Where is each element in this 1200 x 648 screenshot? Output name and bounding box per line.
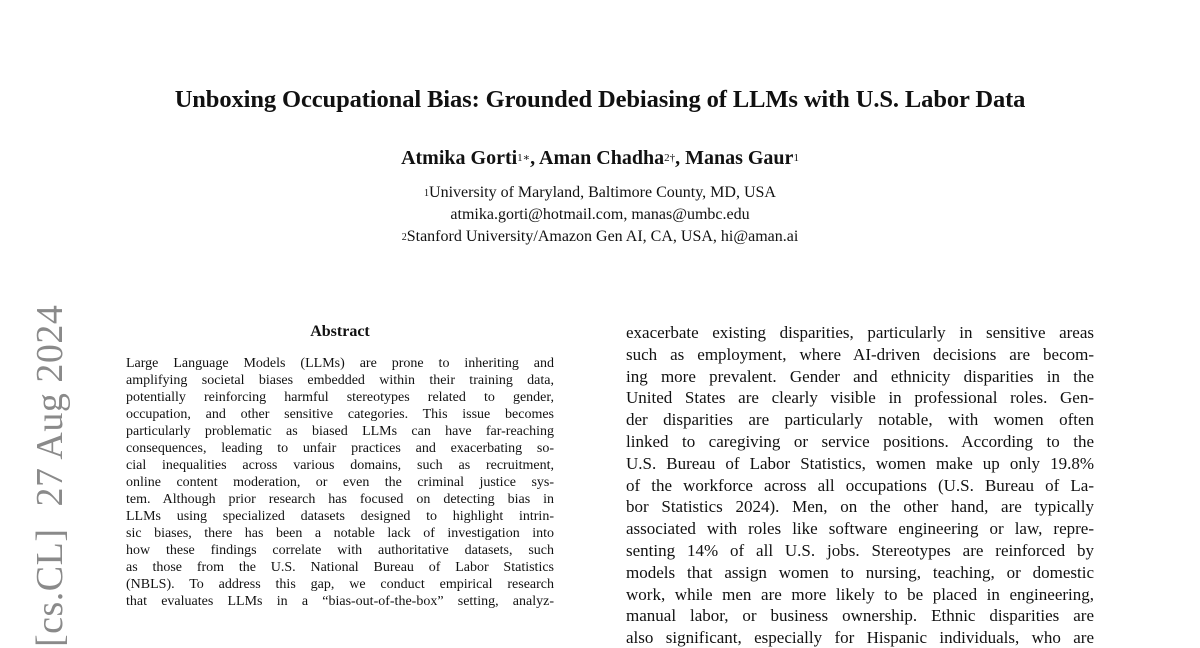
abstract-line: amplifying societal biases embedded within their training data,	[126, 373, 554, 388]
arxiv-date: 27 Aug 2024	[29, 304, 71, 507]
author-name: Aman Chadha	[539, 147, 665, 169]
author-list: Atmika Gorti$^{1∗}$, Aman Chadha$^{2\dagger}$, Manas Gaur$^1$	[401, 147, 799, 169]
author-name: Manas Gaur	[685, 147, 794, 169]
body-line: manual labor, or business ownership. Ethnic disparities are	[626, 606, 1094, 626]
body-line: such as employment, where AI-driven decisions are becom-	[626, 344, 1094, 364]
body-text	[626, 322, 1096, 648]
abstract-line: how these findings correlate with authoritative datasets, such	[126, 543, 554, 558]
body-line: United States are clearly visible in professional roles. Gen-	[626, 388, 1094, 408]
body-line: U.S. Bureau of Labor Statistics, women make up only 19.8%	[626, 453, 1094, 473]
affiliation-block	[0, 182, 1200, 248]
arxiv-category: [cs.CL]	[29, 528, 71, 647]
abstract-line: potentially reinforcing harmful stereotypes related to gender,	[126, 390, 554, 405]
affiliation-mark: 1	[424, 188, 430, 199]
author-name: Atmika Gorti	[401, 147, 518, 169]
body-line: der disparities are particularly notable, with women often	[626, 410, 1094, 430]
abstract-line: Large Language Models (LLMs) are prone to inheriting and	[126, 356, 554, 371]
body-line: bor Statistics 2024). Men, on the other hand, are typically	[626, 497, 1094, 517]
abstract-text	[126, 355, 556, 610]
author-affiliation-mark: 1	[793, 152, 799, 164]
body-line: associated with roles like software engineering or law, repre-	[626, 519, 1094, 539]
body-line: work, while men are more likely to be placed in engineering,	[626, 584, 1094, 604]
email-line: atmika.gorti@hotmail.com, manas@umbc.edu	[450, 206, 750, 223]
body-line: senting 14% of all U.S. jobs. Stereotypes are reinforced by	[626, 540, 1094, 560]
abstract-line: that evaluates LLMs in a “bias-out-of-the-box” setting, analyz-	[126, 594, 554, 609]
affiliation-text: University of Maryland, Baltimore County, MD, USA	[429, 184, 776, 201]
abstract-heading: Abstract	[310, 323, 370, 340]
abstract-line: cial inequalities across various domains, such as recruitment,	[126, 458, 554, 473]
abstract-column	[126, 322, 556, 610]
paper-title: Unboxing Occupational Bias: Grounded Debiasing of LLMs with U.S. Labor Data	[174, 86, 1026, 113]
affiliation-mark: 2	[401, 232, 407, 243]
abstract-line: occupation, and other sensitive categories. This issue becomes	[126, 407, 554, 422]
arxiv-side-stamp	[30, 305, 70, 647]
abstract-line: particularly problematic as biased LLMs can have far-reaching	[126, 424, 554, 439]
body-line: also significant, especially for Hispanic individuals, who are	[626, 628, 1094, 648]
body-line: exacerbate existing disparities, particularly in sensitive areas	[626, 323, 1094, 342]
affiliation-text: Stanford University/Amazon Gen AI, CA, USA, hi@aman.ai	[406, 228, 799, 245]
abstract-line: LLMs using specialized datasets designed to highlight intrin-	[126, 509, 554, 524]
body-column	[626, 322, 1096, 648]
abstract-line: (NBLS). To address this gap, we conduct empirical research	[126, 577, 554, 592]
abstract-line: as those from the U.S. National Bureau of Labor Statistics	[126, 560, 554, 575]
body-line: of the workforce across all occupations (U.S. Bureau of La-	[626, 475, 1094, 495]
body-line: ing more prevalent. Gender and ethnicity disparities in the	[626, 366, 1094, 386]
affiliation-line	[0, 226, 1200, 248]
affiliation-line	[0, 182, 1200, 204]
author-affiliation-mark: 1∗	[517, 152, 531, 164]
author-affiliation-mark: 2†	[664, 152, 676, 164]
body-line: linked to caregiving or service positions. According to the	[626, 431, 1094, 451]
abstract-line: tem. Although prior research has focused on detecting bias in	[126, 492, 554, 507]
abstract-line: consequences, leading to unfair practices and exacerbating so-	[126, 441, 554, 456]
abstract-line: sic biases, there has been a notable lack of investigation into	[126, 526, 554, 541]
body-line: models that assign women to nursing, teaching, or domestic	[626, 562, 1094, 582]
abstract-line: online content moderation, or even the criminal justice sys-	[126, 475, 554, 490]
